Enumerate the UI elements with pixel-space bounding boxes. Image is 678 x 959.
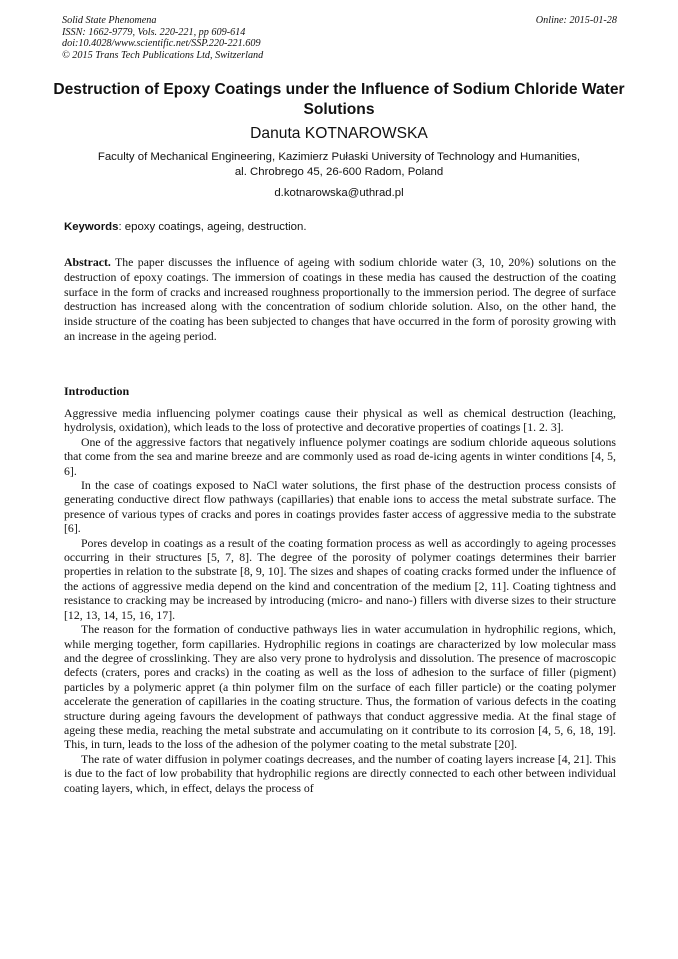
affiliation-line-2: al. Chrobrego 45, 26-600 Radom, Poland (234, 165, 444, 178)
abstract (64, 255, 616, 344)
paragraph: The reason for the formation of conductive pathways lies in water accumulation in hydrophilic regions, which, while merging together, form capillaries. Hydrophilic regions in coatings are characterized by low molecular mass and the degree of crosslinking. They are also very prone to hydrolysis and dissolution. The presence of macroscopic defects (craters, pores and cracks) in the coating as well as the loss of adhesion to the surface of filler (pigment) particles by a polymeric appret (a thin polymer film on the surface of each filler particle) or the coating polymer accelerate the generation of capillaries in the coating structure. Thus, the formation of various defects in the coating structure during ageing favours the development of pathways that conduct aggressive media. At the final stage of ageing these media, reaching the metal substrate and accumulating on it contribute to its corrosion [4, 5, 6, 18, 19]. This, in turn, leads to the loss of the adhesion of the polymer coating to the metal substrate [20]. (64, 622, 616, 752)
affiliation (40, 150, 638, 180)
section-heading-introduction: Introduction (64, 384, 130, 398)
paragraph: In the case of coatings exposed to NaCl water solutions, the first phase of the destruction process consists of generating conductive direct flow pathways (capillaries) that enable ions to access the metal substrate surface. The presence of various types of cracks and pores in coatings provides faster access of aggressive media to the substrate [6]. (64, 478, 616, 536)
paragraph: Aggressive media influencing polymer coatings cause their physical as well as chemical destruction (leaching, hydrolysis, oxidation), which leads to the loss of protective and decorative properties of coatings [1. 2. 3]. (64, 406, 616, 435)
keywords-text: : epoxy coatings, ageing, destruction. (118, 221, 307, 233)
keywords-label: Keywords (64, 221, 119, 233)
journal-name: Solid State Phenomena (62, 15, 157, 26)
issn-line: ISSN: 1662-9779, Vols. 220-221, pp 609-614 (62, 26, 246, 38)
journal-header (62, 15, 617, 61)
keywords (64, 220, 616, 234)
online-date: Online: 2015-01-28 (535, 15, 617, 26)
introduction-body (64, 406, 616, 795)
paper-title: Destruction of Epoxy Coatings under the Influence of Sodium Chloride Water Solutions (53, 81, 625, 118)
paragraph: Pores develop in coatings as a result of the coating formation process as well as accordingly to ageing processes occurring in their structures [5, 7, 8]. The degree of the porosity of polymer coatings determines their barrier properties in relation to the substrate [8, 9, 10]. The sizes and shapes of coating cracks formed under the influence of the actions of aggressive media depend on the kind and concentration of the medium [2, 11]. Coating tightness and resistance to cracking may be increased by introducing (micro- and nano-) fillers with diverse sizes to their structure [12, 13, 14, 15, 16, 17]. (64, 535, 616, 622)
author-name: Danuta KOTNAROWSKA (250, 125, 428, 142)
copyright-line: © 2015 Trans Tech Publications Ltd, Switzerland (62, 49, 264, 61)
doi-line: doi:10.4028/www.scientific.net/SSP.220-221.609 (62, 38, 261, 50)
abstract-text: The paper discusses the influence of ageing with sodium chloride water (3, 10, 20%) solutions on the destruction of epoxy coatings. The immersion of coatings in these media has caused the destruction of the coating surface in the form of cracks and increased roughness proportionally to the immersion period. The degree of surface destruction has increased along with the concentration of sodium chloride solution. Also, on the other hand, the inside structure of the coating has been subjected to changes that have occurred in the form of porosity growing with an increase in the ageing period. (64, 255, 616, 343)
paragraph: One of the aggressive factors that negatively influence polymer coatings are sodium chloride aqueous solutions that come from the sea and marine breeze and are commonly used as road de-icing agents in winter conditions [4, 5, 6]. (64, 434, 616, 478)
author-email[interactable]: d.kotnarowska@uthrad.pl (274, 187, 404, 199)
abstract-label: Abstract. (64, 255, 111, 269)
affiliation-line-1: Faculty of Mechanical Engineering, Kazimierz Pułaski University of Technology and Humanities, (97, 151, 581, 163)
paragraph: The rate of water diffusion in polymer coatings decreases, and the number of coating layers increase [4, 21]. This is due to the fact of low probability that hydrophilic regions are directly connected to each other between individual coating layers, which, in effect, delays the process of (64, 751, 616, 795)
